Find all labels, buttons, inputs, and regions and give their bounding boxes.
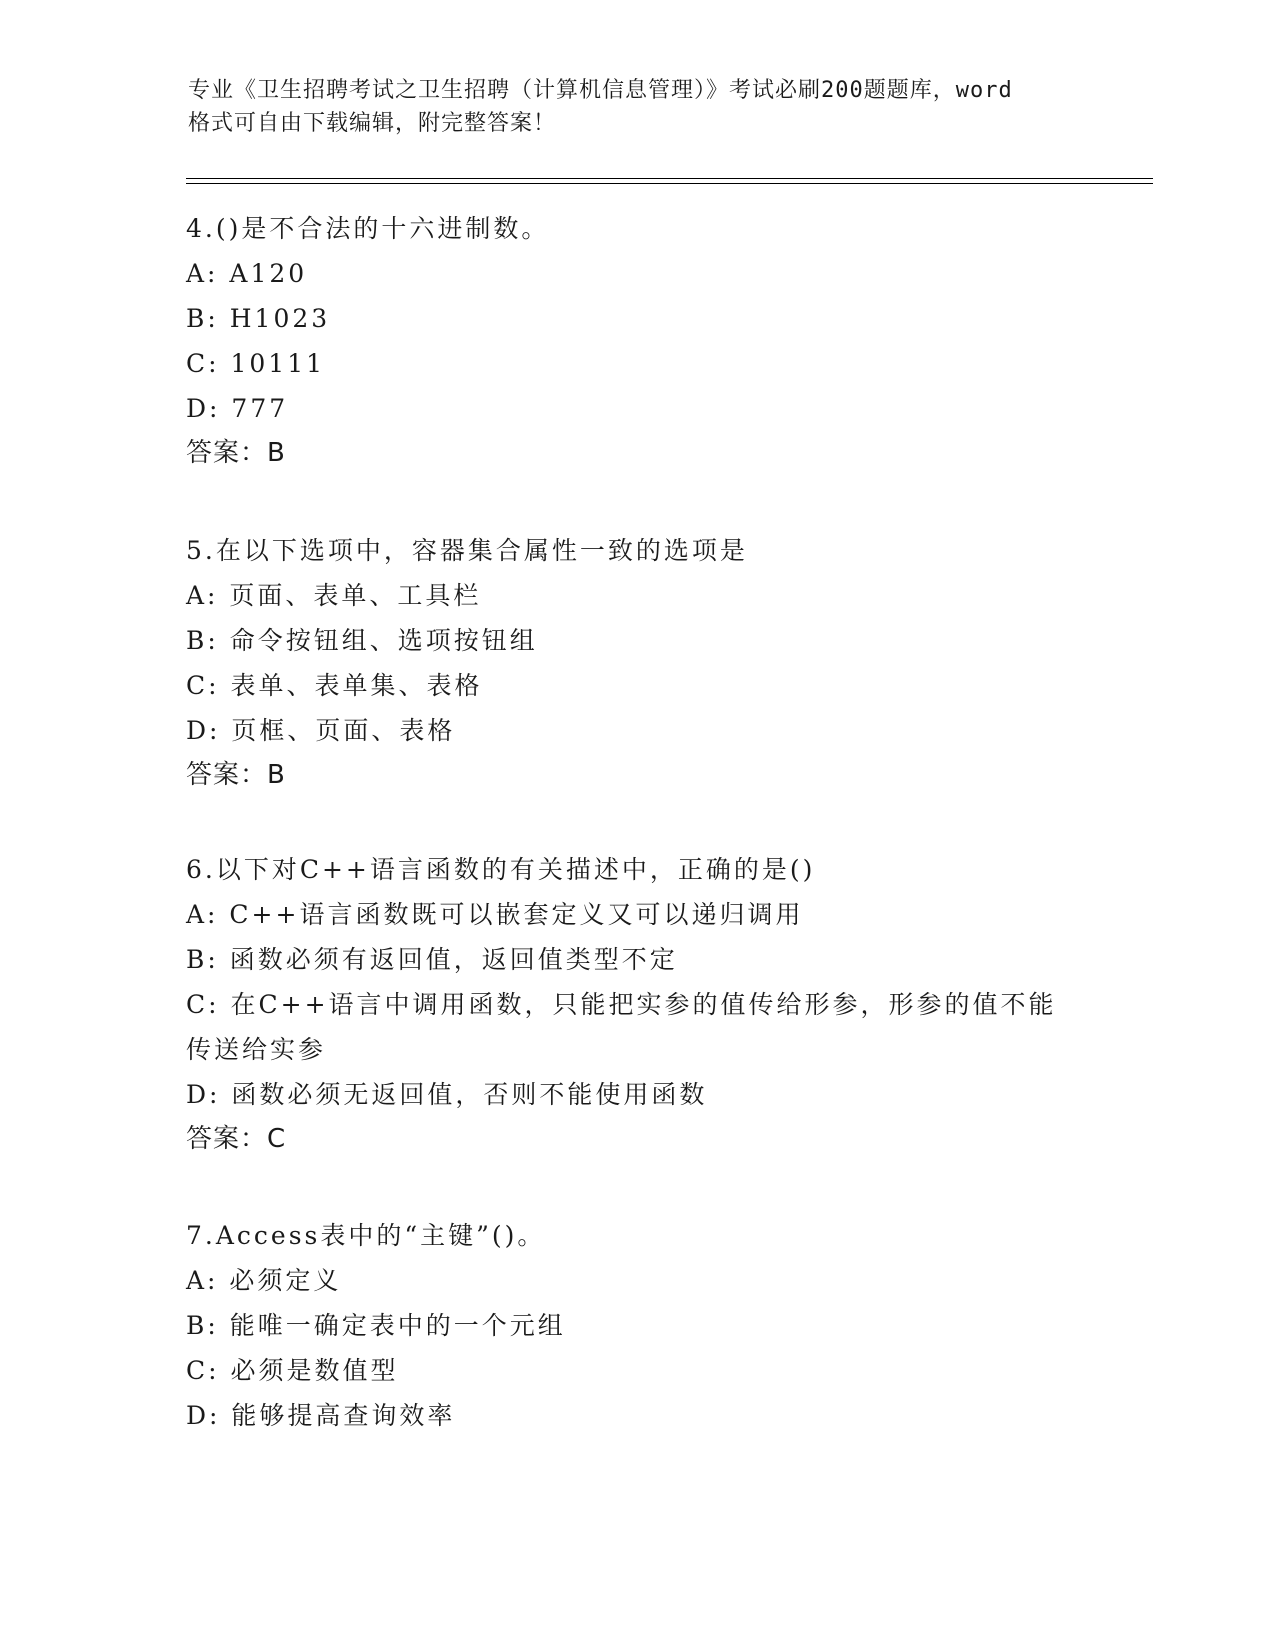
document-header: [188, 74, 1088, 140]
question-stem: 4.()是不合法的十六进制数。: [186, 214, 550, 243]
header-line-1: 专业《卫生招聘考试之卫生招聘（计算机信息管理）》考试必刷200题题库，word: [188, 78, 1013, 103]
option-c: C: 在C++语言中调用函数，只能把实参的值传给形参，形参的值不能: [186, 990, 1057, 1019]
option-d: D: 777: [186, 394, 289, 423]
option-a: A: A120: [186, 259, 308, 288]
header-line-2: 格式可自由下载编辑，附完整答案！: [188, 111, 557, 136]
option-d: D: 能够提高查询效率: [186, 1401, 456, 1430]
option-d: D: 页框、页面、表格: [186, 716, 456, 745]
answer: 答案：B: [186, 438, 286, 468]
option-b: B: H1023: [186, 304, 331, 333]
question-7: [186, 1213, 1086, 1438]
question-stem: 5.在以下选项中，容器集合属性一致的选项是: [186, 536, 748, 565]
question-stem: 6.以下对C++语言函数的有关描述中，正确的是(): [186, 855, 816, 884]
option-b: B: 函数必须有返回值，返回值类型不定: [186, 945, 678, 974]
option-c: C: 必须是数值型: [186, 1356, 399, 1385]
option-c-continuation: 传送给实参: [186, 1035, 327, 1064]
option-c: C: 表单、表单集、表格: [186, 671, 483, 700]
option-a: A: C++语言函数既可以嵌套定义又可以递归调用: [186, 900, 804, 929]
option-b: B: 命令按钮组、选项按钮组: [186, 626, 538, 655]
option-d: D: 函数必须无返回值，否则不能使用函数: [186, 1080, 708, 1109]
question-stem: 7.Access表中的“主键”()。: [186, 1221, 546, 1250]
header-divider-top: [186, 178, 1153, 179]
option-a: A: 页面、表单、工具栏: [186, 581, 482, 610]
question-4: [186, 206, 1086, 476]
question-5: [186, 528, 1086, 798]
answer: 答案：C: [186, 1124, 287, 1154]
option-a: A: 必须定义: [186, 1266, 342, 1295]
header-divider-bottom: [186, 183, 1153, 184]
question-6: [186, 847, 1086, 1162]
option-b: B: 能唯一确定表中的一个元组: [186, 1311, 566, 1340]
answer: 答案：B: [186, 760, 286, 790]
option-c: C: 10111: [186, 349, 326, 378]
